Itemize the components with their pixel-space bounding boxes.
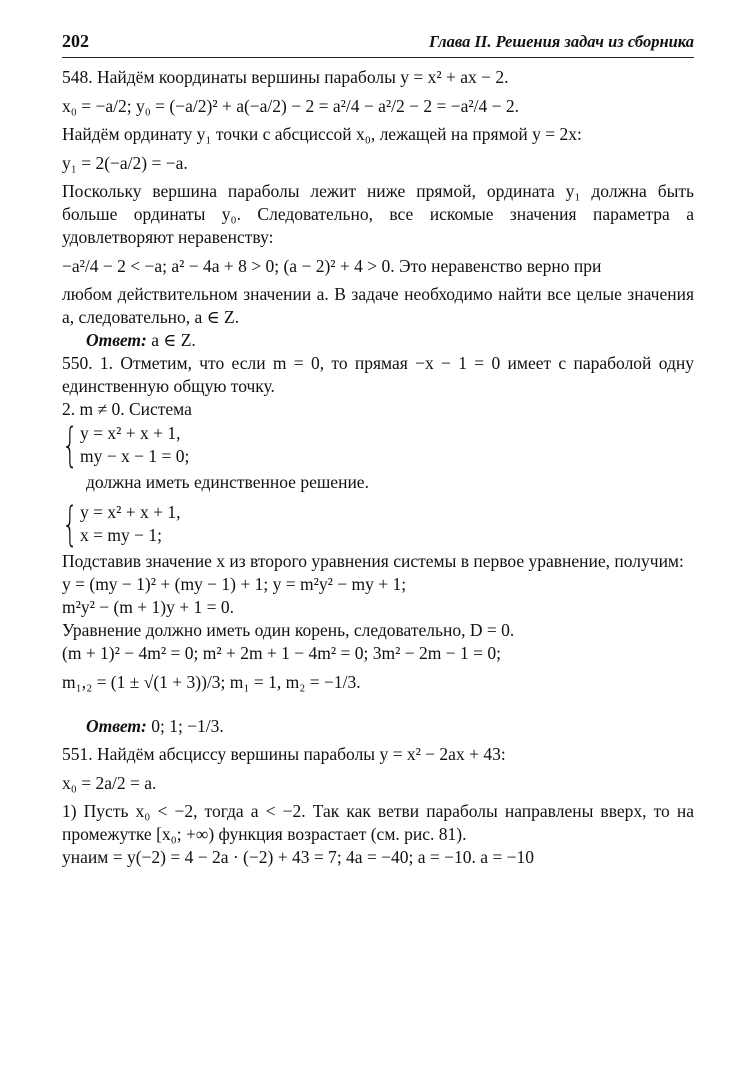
conclusion-paragraph: любом действительном значении a. В задаче необходимо найти все целые значения a, следовательно, a ∈ Z. <box>62 284 694 327</box>
system-1 <box>62 418 694 472</box>
system-1-equation-2: my − x − 1 = 0; <box>80 446 190 466</box>
unique-solution-text: должна иметь единственное решение. <box>86 472 369 492</box>
answer-550 <box>62 709 694 743</box>
root-condition-text: Уравнение должно иметь один корень, следовательно, D = 0. <box>62 620 515 640</box>
problem-550 <box>62 352 694 743</box>
vertex-formula: x₀ = −a/2; y₀ = (−a/2)² + a(−a/2) − 2 = a²/4 − a²/2 − 2 = −a²/4 − 2. <box>62 96 519 116</box>
problem-550-part2: 2. m ≠ 0. Система <box>62 399 192 419</box>
ordinate-text: Найдём ординату y₁ точки с абсциссой x₀, лежащей на прямой y = 2x: <box>62 124 582 144</box>
left-brace-icon: { <box>62 497 79 551</box>
problem-550-part1: 550. 1. Отметим, что если m = 0, то прямая −x − 1 = 0 имеет с параболой одну единственную общую точку. <box>62 353 694 396</box>
answer-548 <box>62 329 694 352</box>
reasoning-paragraph: Поскольку вершина параболы лежит ниже прямой, ордината y₁ должна быть больше ординаты y₀. Следовательно, все искомые значения параметра a удовлетворяют неравенству: <box>62 181 694 247</box>
problem-548-intro: 548. Найдём координаты вершины параболы y = x² + ax − 2. <box>62 67 509 87</box>
problem-548 <box>62 66 694 352</box>
system-2-equation-1: y = x² + x + 1, <box>80 502 181 522</box>
discriminant-formula: (m + 1)² − 4m² = 0; m² + 2m + 1 − 4m² = 0; 3m² − 2m − 1 = 0; <box>62 643 501 663</box>
answer-label: Ответ: <box>86 330 147 350</box>
chapter-title: Глава II. Решения задач из сборника <box>429 32 694 51</box>
page-number: 202 <box>62 31 89 51</box>
answer-value: a ∈ Z. <box>151 330 196 350</box>
x0-formula: x₀ = 2a/2 = a. <box>62 773 157 793</box>
equation-b: m²y² − (m + 1)y + 1 = 0. <box>62 597 234 617</box>
problem-551-intro: 551. Найдём абсциссу вершины параболы y = x² − 2ax + 43: <box>62 744 506 764</box>
equation-a: y = (my − 1)² + (my − 1) + 1; y = m²y² − my + 1; <box>62 574 407 594</box>
y1-formula: y₁ = 2(−a/2) = −a. <box>62 153 188 173</box>
page-header <box>62 30 694 58</box>
system-1-equation-1: y = x² + x + 1, <box>80 423 181 443</box>
left-brace-icon: { <box>62 418 79 472</box>
problem-551 <box>62 743 694 869</box>
answer-value: 0; 1; −1/3. <box>151 716 224 736</box>
roots-formula: m₁,₂ = (1 ± √(1 + 3))/3; m₁ = 1, m₂ = −1/3. <box>62 672 361 692</box>
inequality-formula: −a²/4 − 2 < −a; a² − 4a + 8 > 0; (a − 2)² + 4 > 0. Это неравенство верно при <box>62 256 602 276</box>
ymin-formula: yнаим = y(−2) = 4 − 2a · (−2) + 43 = 7; 4a = −40; a = −10. a = −10 <box>62 847 535 867</box>
answer-label: Ответ: <box>86 716 147 736</box>
system-2-equation-2: x = my − 1; <box>80 525 162 545</box>
case-1-text: 1) Пусть x₀ < −2, тогда a < −2. Так как ветви параболы направлены вверх, то на промежутке [x₀; +∞) функция возрастает (см. рис. 81). <box>62 801 694 844</box>
textbook-page <box>62 30 694 869</box>
substitution-text: Подставив значение x из второго уравнения системы в первое уравнение, получим: <box>62 551 684 571</box>
system-2 <box>62 497 694 551</box>
